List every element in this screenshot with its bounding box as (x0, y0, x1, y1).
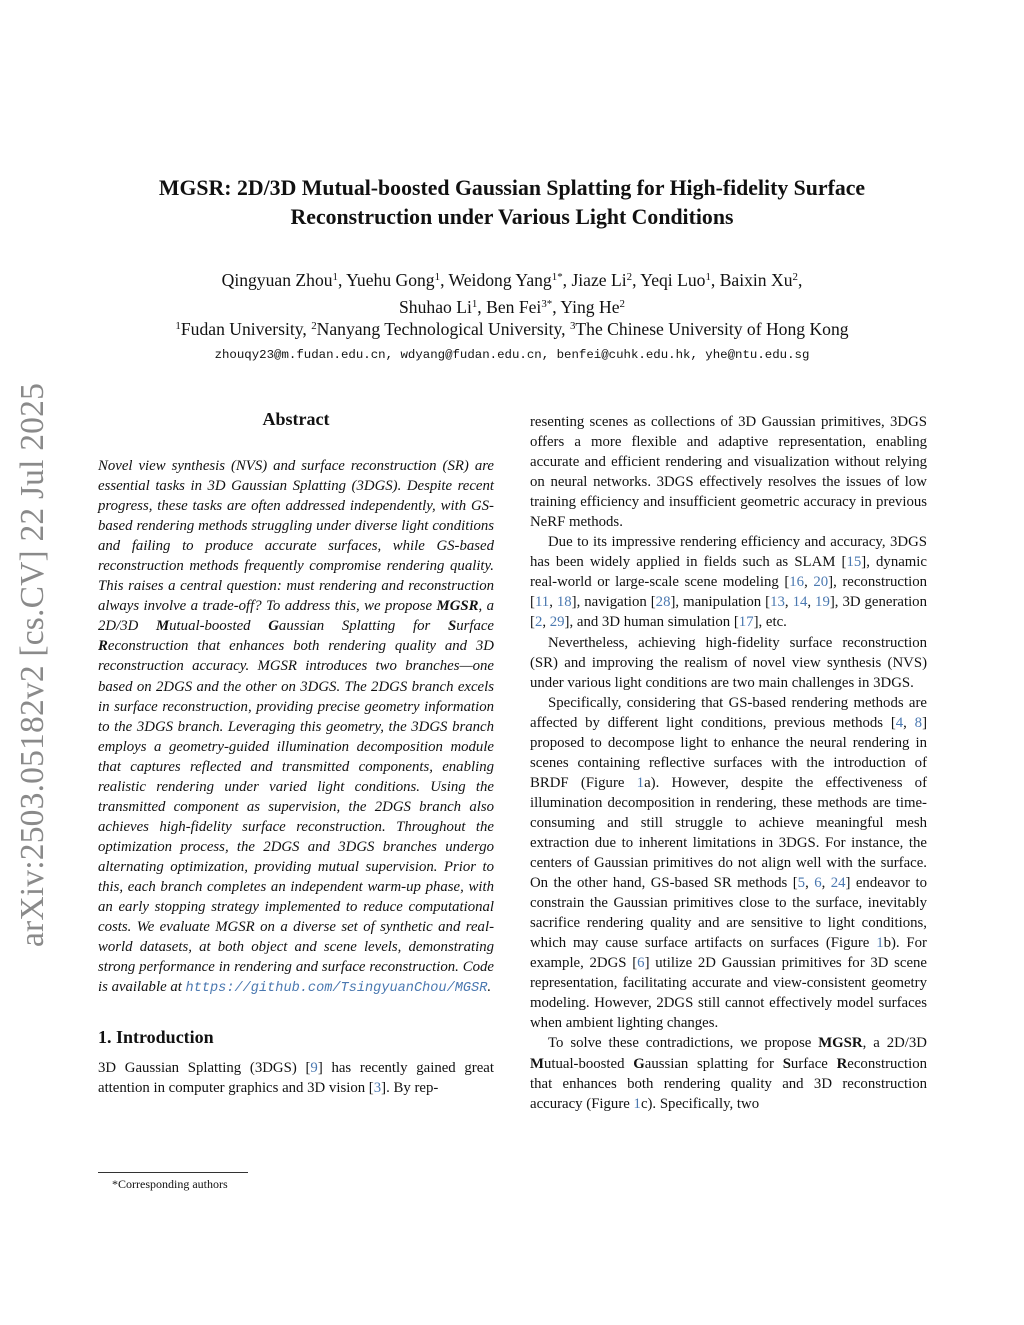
affil-mark: 2 (311, 320, 317, 332)
intro-paragraph: resenting scenes as collections of 3D Gaussian primitives, 3DGS offers a more flexible and adaptive representation, enabling accurate and efficient rendering and visualization without relying on neural networks. 3DGS effectively resolves the issues of low training efficiency and insufficient geometric accuracy in previous NeRF methods. (530, 414, 927, 531)
affiliation: Nanyang Technological University (316, 319, 562, 339)
intro-paragraph: Nevertheless, achieving high-fidelity surface reconstruction (SR) and improving the realism of novel view synthesis (NVS) under various light conditions are two main challenges in 3DGS. (530, 634, 927, 691)
citation-link[interactable]: 13 (770, 594, 785, 611)
author-affil-mark: 2 (626, 271, 633, 283)
citation-link[interactable]: 2 (534, 614, 543, 631)
author-name: Baixin Xu (719, 270, 793, 290)
citation-link[interactable]: 28 (655, 594, 671, 611)
author-name: Weidong Yang (448, 270, 552, 290)
author-affil-mark: 1 (332, 271, 338, 283)
citation-link[interactable]: 24 (830, 875, 846, 892)
author-affil-mark: 1 (471, 298, 478, 310)
author-name: Yeqi Luo (640, 270, 706, 290)
intro-paragraph: To solve these contradictions, we propose MGSR, a 2D/3D Mutual-boosted Gaussian splatting for Surface Reconstruction that enhances both rendering quality and 3D reconstruction accuracy (Figure 1c). Specifically, two (530, 1035, 927, 1112)
citation-link[interactable]: 9 (310, 1060, 318, 1077)
author-affil-mark: 1 (705, 271, 711, 283)
intro-paragraph: 3D Gaussian Splatting (3DGS) [9] has recently gained great attention in computer graphics and 3D vision [3]. By rep- (98, 1060, 494, 1097)
author-name: Jiaze Li (571, 270, 627, 290)
citation-link[interactable]: 11 (534, 594, 550, 611)
citation-link[interactable]: 3 (373, 1080, 382, 1097)
intro-paragraph: Specifically, considering that GS-based rendering methods are affected by different light conditions, previous methods [4, 8] proposed to decompose light to enhance the neural rendering in scenes containing reflective surfaces with the introduction of BRDF (Figure 1a). However, despite the effectiveness of illumination decomposition in rendering, these methods are time-consuming and still struggle to achieve meaningful mesh extraction due to inherent limitations in 3DGS. For instance, the centers of Gaussian primitives do not align well with the surface. On the other hand, GS-based SR methods [5, 6, 24] endeavor to constrain the Gaussian primitives close to the surface, inevitably sacrifice rendering quality and are sensitive to light conditions, which may cause surface artifacts on surfaces (Figure 1b). For example, 2DGS [6] utilize 2D Gaussian primitives for 3D scene representation, facilitating accurate and view-consistent geometry modeling. However, 2DGS still cannot effectively model surfaces when ambient lighting changes. (530, 694, 928, 1032)
citation-link[interactable]: 29 (549, 614, 565, 631)
figure-link[interactable]: 1 (636, 774, 645, 791)
citation-link[interactable]: 18 (556, 594, 572, 611)
author-affil-mark: 1 (434, 271, 441, 283)
affiliations: $^1$Fudan University, $^2$Nanyang Technological University, $^3$The Chinese University of Hong Kong (175, 319, 849, 339)
author-affil-mark: 1* (551, 271, 563, 283)
section-heading-introduction: 1. Introduction (98, 1027, 214, 1048)
citation-link[interactable]: 16 (789, 574, 805, 591)
abstract-heading: Abstract (262, 409, 330, 429)
right-column (530, 412, 927, 1114)
arxiv-id-text: arXiv:2503.05182v2 [cs.CV] 22 Jul 2025 (14, 382, 51, 948)
author-line-2: Shuhao Li$^1$, Ben Fei$^{3*}$, Ying He$^2$ (399, 297, 625, 317)
citation-link[interactable]: 8 (914, 714, 923, 731)
author-emails: zhouqy23@m.fudan.edu.cn, wdyang@fudan.edu.cn, benfei@cuhk.edu.hk, yhe@ntu.edu.sg (214, 348, 810, 362)
left-column (98, 407, 494, 1098)
citation-link[interactable]: 6 (814, 875, 822, 892)
author-affil-mark: 3* (541, 298, 553, 310)
arxiv-margin-stamp (8, 378, 58, 952)
author-name: Yuehu Gong (346, 270, 435, 290)
citation-link[interactable]: 20 (813, 574, 829, 591)
paper-title (60, 174, 964, 232)
figure-link[interactable]: 1 (633, 1095, 641, 1112)
author-name: Ying He (560, 297, 620, 317)
citation-link[interactable]: 19 (815, 594, 830, 611)
citation-link[interactable]: 17 (738, 614, 754, 631)
author-name: Shuhao Li (399, 297, 472, 317)
citation-link[interactable]: 14 (792, 594, 808, 611)
citation-link[interactable]: 4 (895, 714, 904, 731)
code-link[interactable]: https://github.com/TsingyuanChou/MGSR (185, 981, 488, 997)
citation-link[interactable]: 6 (637, 955, 645, 972)
footnote-rule (98, 1172, 248, 1173)
intro-paragraph: Due to its impressive rendering efficiency and accuracy, 3DGS has been widely applied in fields such as SLAM [15], dynamic real-world or large-scale scene modeling [16, 20], reconstruction [11, 18], navigation [28], manipulation [13, 14, 19], 3D generation [2, 29], and 3D human simulation [17], etc. (530, 534, 927, 631)
affil-mark: 3 (569, 320, 576, 332)
title-line-2: Reconstruction under Various Light Conditions (290, 205, 734, 229)
author-name: Ben Fei (486, 297, 542, 317)
affiliation: The Chinese University of Hong Kong (575, 319, 849, 339)
author-list (60, 268, 964, 322)
figure-link[interactable]: 1 (876, 935, 884, 952)
affil-mark: 1 (175, 320, 181, 332)
citation-link[interactable]: 15 (846, 554, 862, 571)
author-name: Qingyuan Zhou (221, 270, 333, 290)
citation-link[interactable]: 5 (797, 875, 806, 892)
footnote-corresponding: *Corresponding authors (112, 1177, 228, 1191)
abstract-text: Novel view synthesis (NVS) and surface reconstruction (SR) are essential tasks in 3D Gaussian Splatting (3DGS). Despite recent progress, these tasks are often addressed independently, with GS-based rendering methods struggling under diverse light conditions and failing to produce accurate surfaces, while GS-based reconstruction methods frequently compromise rendering quality. This raises a central question: must rendering and reconstruction always involve a trade-off? To address this, we propose MGSR, a 2D/3D Mutual-boosted Gaussian Splatting for Surface Reconstruction that enhances both rendering quality and 3D reconstruction accuracy. MGSR introduces two branches—one based on 2DGS and the other on 3DGS. The 2DGS branch excels in surface reconstruction, providing precise geometry information to the 3DGS branch. Leveraging this geometry, the 3DGS branch employs a geometry-guided illumination decomposition module that captures reflected and transmitted components, enabling realistic rendering under varied light conditions. Using the transmitted component as supervision, the 2DGS branch also achieves high-fidelity surface reconstruction. Throughout the optimization process, the 2DGS and 3DGS branches undergo alternating optimization, providing mutual supervision. Prior to this, each branch completes an independent warm-up phase, with an early stopping strategy implemented to reduce computational costs. We evaluate MGSR on a diverse set of synthetic and real-world datasets, at both object and scene levels, demonstrating strong performance in rendering and surface reconstruction. Code is available at https://github.com/TsingyuanChou/MGSR. (98, 458, 494, 997)
affiliation: Fudan University (180, 319, 303, 339)
title-line-1: MGSR: 2D/3D Mutual-boosted Gaussian Splatting for High-fidelity Surface (158, 176, 866, 200)
author-line-1: Qingyuan Zhou$^1$, Yuehu Gong$^1$, Weidong Yang$^{1*}$, Jiaze Li$^2$, Yeqi Luo$^1$, Baixin Xu$^2$, (221, 270, 803, 290)
author-affil-mark: 2 (792, 271, 798, 283)
author-affil-mark: 2 (619, 298, 625, 310)
